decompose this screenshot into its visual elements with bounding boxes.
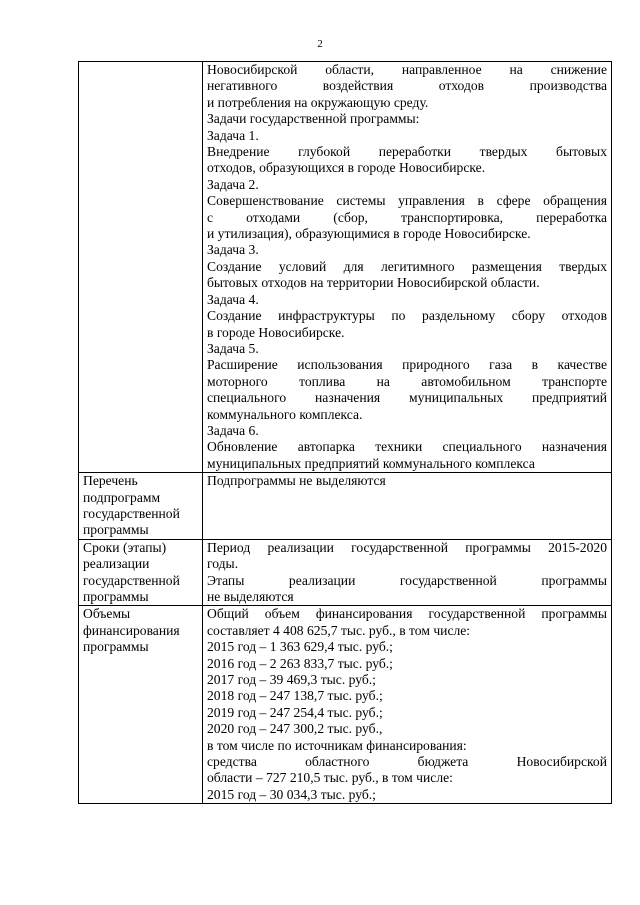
terms-content-cell xyxy=(203,539,612,606)
funding-line: средства областного бюджета Новосибирской xyxy=(207,754,607,770)
task-5-line: специального назначения муниципальных предприятий xyxy=(207,390,607,406)
task-4-title: Задача 4. xyxy=(207,291,259,307)
funding-line: составляет 4 408 625,7 тыс. руб., в том числе: xyxy=(207,622,471,638)
tasks-heading: Задачи государственной программы: xyxy=(207,111,420,127)
funding-year-line: 2019 год – 247 254,4 тыс. руб.; xyxy=(207,704,383,720)
goal-tasks-content-cell xyxy=(203,62,612,473)
subprograms-label-line: Перечень xyxy=(83,473,138,489)
table-row-funding xyxy=(79,606,612,804)
task-4-line: Создание инфраструктуры по раздельному сбору отходов xyxy=(207,308,607,324)
task-3-line: Создание условий для легитимного размещения твердых xyxy=(207,258,607,274)
funding-label-line: программы xyxy=(83,639,149,655)
funding-year-line: 2020 год – 247 300,2 тыс. руб., xyxy=(207,721,383,737)
table-row-terms xyxy=(79,539,612,606)
task-2-title: Задача 2. xyxy=(207,176,259,192)
subprograms-label-line: государственной xyxy=(83,505,180,521)
terms-label-line: Сроки (этапы) xyxy=(83,539,167,555)
task-6-line: муниципальных предприятий коммунального комплекса xyxy=(207,455,535,471)
task-5-line: моторного топлива на автомобильном транспорте xyxy=(207,373,607,389)
terms-label-cell xyxy=(79,539,203,606)
funding-line: Общий объем финансирования государственной программы xyxy=(207,606,607,622)
program-passport-table xyxy=(78,61,612,804)
subprograms-label-line: программы xyxy=(83,522,149,538)
task-1-line: отходов, образующихся в городе Новосибирске. xyxy=(207,160,486,176)
task-1-title: Задача 1. xyxy=(207,127,259,143)
terms-label-line: реализации xyxy=(83,556,150,572)
table-row-goal-tasks xyxy=(79,62,612,473)
terms-line: Этапы реализации государственной программы xyxy=(207,572,607,588)
funding-content-cell xyxy=(203,606,612,804)
task-3-title: Задача 3. xyxy=(207,242,259,258)
subprograms-label-cell xyxy=(79,473,203,540)
table-row-subprograms xyxy=(79,473,612,540)
task-5-line: Расширение использования природного газа в качестве xyxy=(207,357,607,373)
task-6-line: Обновление автопарка техники специального назначения xyxy=(207,439,607,455)
goal-line: негативного воздействия отходов производства xyxy=(207,78,607,94)
funding-year-line: 2017 год – 39 469,3 тыс. руб.; xyxy=(207,672,376,688)
goal-tasks-label-cell xyxy=(79,62,203,473)
funding-label-cell xyxy=(79,606,203,804)
task-2-line: и утилизация), образующимися в городе Новосибирске. xyxy=(207,226,531,242)
task-4-line: в городе Новосибирске. xyxy=(207,324,345,340)
task-1-line: Внедрение глубокой переработки твердых бытовых xyxy=(207,144,607,160)
funding-year-line: 2015 год – 1 363 629,4 тыс. руб.; xyxy=(207,639,393,655)
subprograms-label-line: подпрограмм xyxy=(83,489,161,505)
task-2-line: с отходами (сбор, транспортировка, переработка xyxy=(207,209,607,225)
terms-label-line: программы xyxy=(83,589,149,604)
funding-year-line: 2018 год – 247 138,7 тыс. руб.; xyxy=(207,688,383,704)
terms-label-line: государственной xyxy=(83,572,180,588)
funding-line: области – 727 210,5 тыс. руб., в том числе: xyxy=(207,770,453,786)
terms-line: Период реализации государственной программы 2015-2020 xyxy=(207,539,607,555)
task-5-title: Задача 5. xyxy=(207,340,259,356)
subprograms-content-cell xyxy=(203,473,612,540)
task-6-title: Задача 6. xyxy=(207,422,259,438)
terms-line: годы. xyxy=(207,556,239,572)
task-5-line: коммунального комплекса. xyxy=(207,406,363,422)
task-2-line: Совершенствование системы управления в сфере обращения xyxy=(207,193,607,209)
funding-label-line: Объемы xyxy=(83,606,131,622)
task-3-line: бытовых отходов на территории Новосибирской области. xyxy=(207,275,540,291)
page-number: 2 xyxy=(317,38,323,50)
funding-year-line: 2016 год – 2 263 833,7 тыс. руб.; xyxy=(207,655,393,671)
funding-year-line: 2015 год – 30 034,3 тыс. руб.; xyxy=(207,786,376,802)
funding-line: в том числе по источникам финансирования: xyxy=(207,737,467,753)
subprograms-value: Подпрограммы не выделяются xyxy=(207,473,386,489)
goal-line: и потребления на окружающую среду. xyxy=(207,94,429,110)
terms-line: не выделяются xyxy=(207,589,294,604)
funding-label-line: финансирования xyxy=(83,622,180,638)
goal-line: Новосибирской области, направленное на снижение xyxy=(207,62,607,77)
